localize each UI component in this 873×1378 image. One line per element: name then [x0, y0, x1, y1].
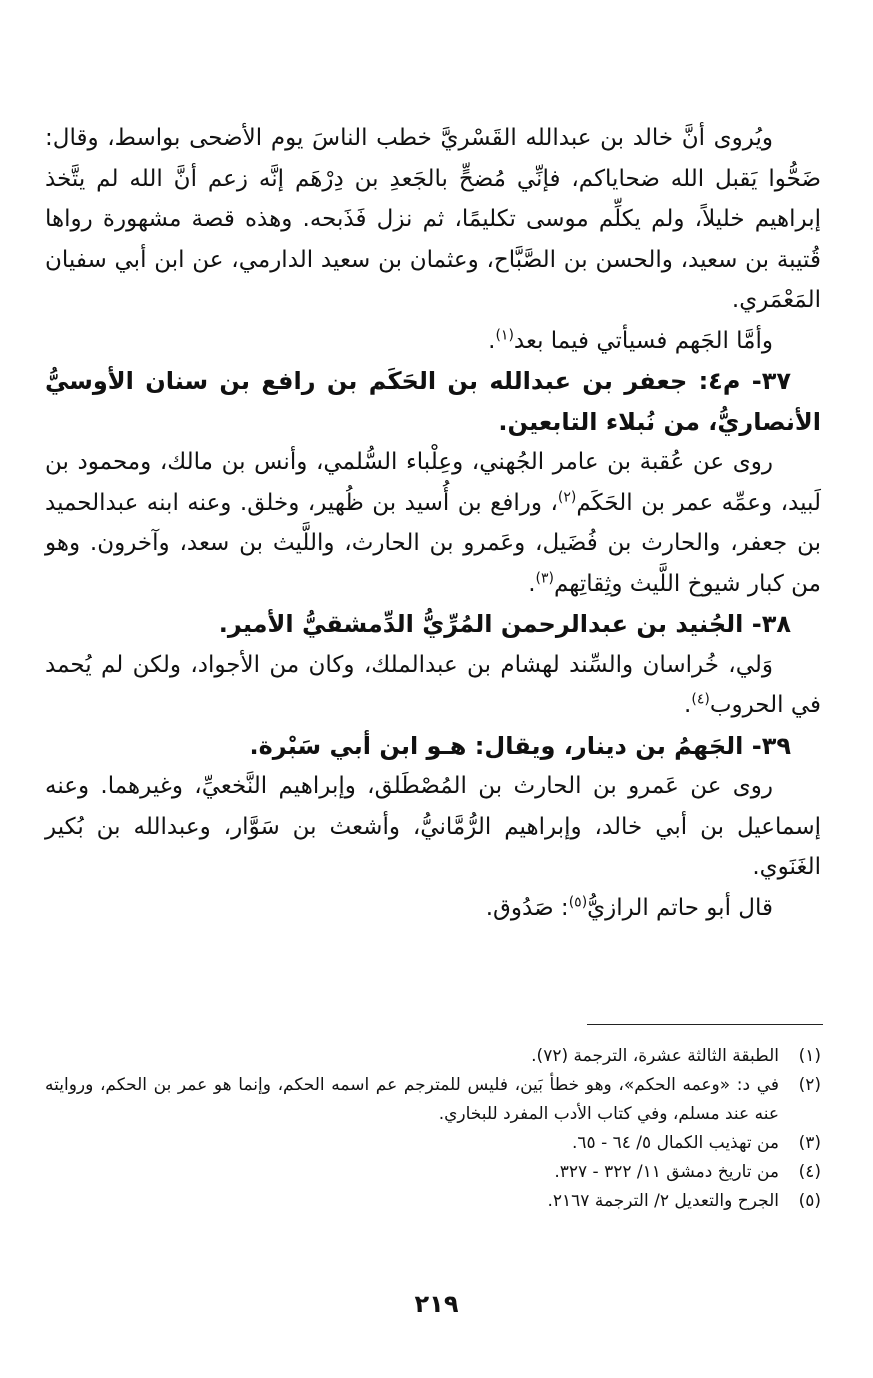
page-number: ٢١٩	[414, 1290, 459, 1318]
paragraph-text: روى عن عُقبة بن عامر الجُهني، وعِلْباء السُّلمي، وأنس بن مالك، ومحمود بن لَبيد، وعمِّه عمر بن الحَكَم	[45, 449, 821, 516]
footnote-text: من تهذيب الكمال ٥/ ٦٤ - ٦٥.	[572, 1133, 779, 1153]
footnote-ref-5: (٥)	[568, 893, 588, 910]
paragraph-text: روى عن عَمرو بن الحارث بن المُصْطَلق، وإبراهيم النَّخعيِّ، وغيرهما. وعنه إسماعيل بن أبي خالد، وإبراهيم الرُّمَّانيُّ، وأشعث بن سَوَّار، وعبدالله بن بُكير الغَنَوي.	[45, 773, 821, 880]
footnotes	[45, 1042, 821, 1216]
paragraph-end: .	[488, 327, 496, 354]
paragraph-entry-38	[45, 645, 821, 726]
paragraph-abu-hatim	[45, 888, 821, 929]
footnote-ref-4: (٤)	[691, 691, 710, 708]
footnote-number: (٢)	[798, 1075, 821, 1095]
footnote-5	[45, 1187, 821, 1216]
paragraph-end: .	[684, 692, 692, 718]
footnote-3	[45, 1129, 821, 1158]
footnote-ref-2: (٢)	[557, 488, 577, 505]
paragraph-text: قال أبو حاتم الرازيُّ	[587, 894, 773, 921]
footnote-text: في د: «وعمه الحكم»، وهو خطأ بَين، فليس للمترجم عم اسمه الحكم، وإنما هو عمر بن الحكم، وروايته عنه عند مسلم، وفي كتاب الأدب المفرد للبخاري.	[45, 1075, 779, 1124]
heading-text: ٣٩- الجَهمُ بن دينار، ويقال: هـو ابن أبي سَبْرة.	[249, 731, 791, 760]
paragraph-entry-39	[45, 766, 821, 888]
paragraph-text: وأمَّا الجَهم فسيأتي فيما بعد	[513, 327, 773, 354]
footnote-text: الطبقة الثالثة عشرة، الترجمة (٧٢).	[531, 1046, 779, 1066]
footnote-ref-1: (١)	[495, 326, 514, 343]
footnote-number: (٤)	[798, 1162, 821, 1182]
paragraph-text: ، ورافع بن أُسيد بن ظُهير، وخلق. وعنه ابنه عبدالحميد بن جعفر، والحارث بن فُضَيل، وعَمرو بن الحارث، واللَّيث بن سعد، وآخرون. وهو من كبار شيوخ اللَّيث وثِقاتِهم	[45, 489, 821, 597]
footnote-1	[45, 1042, 821, 1071]
footnote-ref-3: (٣)	[535, 569, 554, 586]
heading-text: ٣٨- الجُنيد بن عبدالرحمن المُرِّيُّ الدِّمشقيُّ الأمير.	[218, 610, 791, 638]
footnote-number: (٥)	[798, 1191, 821, 1211]
footnote-divider	[587, 1024, 823, 1025]
paragraph-khalid-story	[45, 118, 821, 321]
footnote-text: من تاريخ دمشق ١١/ ٣٢٢ - ٣٢٧.	[554, 1162, 779, 1182]
paragraph-end: .	[528, 570, 536, 597]
main-text	[45, 118, 821, 928]
footnote-4	[45, 1158, 821, 1187]
paragraph-end: : صَدُوق.	[485, 894, 569, 921]
entry-heading-37	[45, 361, 821, 442]
paragraph-text: ويُروى أنَّ خالد بن عبدالله القَسْريَّ خطب الناسَ يوم الأضحى بواسط، وقال: ضَحُّوا يَقبل الله ضحاياكم، فإنِّي مُضحٍّ بالجَعدِ بن دِرْهَم إنَّه زعم أنَّ الله لم يتَّخذ إبراهيم خليلاً، ولم يكلِّم موسى تكليمًا، ثم نزل فَذَبحه. وهذه قصة مشهورة رواها قُتيبة بن سعيد، والحسن بن الصَّبَّاح، وعثمان بن سعيد الدارمي، عن ابن أبي سفيان المَعْمَري.	[45, 125, 821, 313]
paragraph-text: وَلي، خُراسان والسِّند لهشام بن عبدالملك، وكان من الأجواد، ولكن لم يُحمد في الحروب	[45, 651, 821, 718]
entry-heading-38	[45, 604, 821, 645]
entry-heading-39	[45, 726, 821, 767]
footnote-2	[45, 1071, 821, 1129]
paragraph-jahm-note	[45, 321, 821, 362]
footnote-text: الجرح والتعديل ٢/ الترجمة ٢١٦٧.	[547, 1191, 779, 1211]
footnote-number: (١)	[798, 1046, 821, 1066]
heading-text: ٣٧- م٤: جعفر بن عبدالله بن الحَكَم بن رافع بن سنان الأوسيُّ الأنصاريُّ، من نُبلاء التابعين.	[45, 367, 821, 436]
footnote-number: (٣)	[798, 1133, 821, 1153]
paragraph-entry-37	[45, 442, 821, 604]
